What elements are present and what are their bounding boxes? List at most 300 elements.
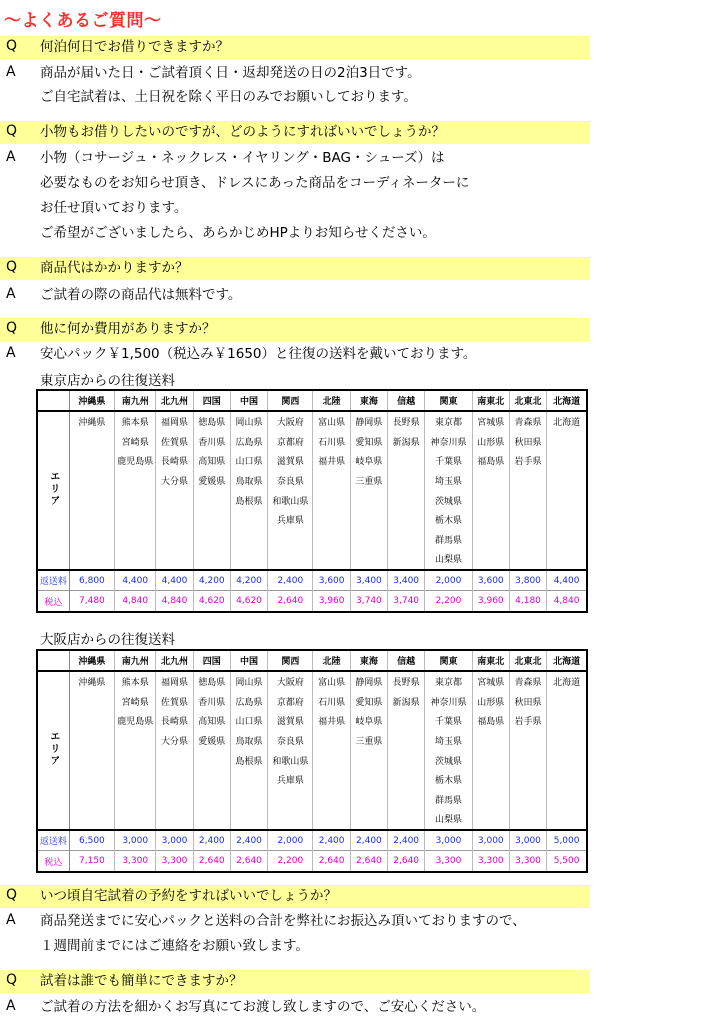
prefecture-cell: 広島県 [230,692,267,712]
fee-label: 返送料 [37,830,69,851]
tax-label: 税込 [37,851,69,872]
fee-cell: 2,400 [193,830,230,851]
prefecture-cell: 福島県 [472,451,509,471]
prefecture-cell [350,809,387,830]
area-row [37,809,587,830]
prefecture-cell: 奈良県 [268,731,313,751]
prefecture-cell [156,530,193,550]
prefecture-cell [509,750,546,770]
prefecture-cell: 宮城県 [472,671,509,692]
prefecture-cell [115,731,156,751]
prefecture-cell [509,770,546,790]
fee-cell: 2,000 [268,830,313,851]
q-mark: Q [6,887,18,903]
fee-cell: 3,000 [425,830,472,851]
tax-cell: 4,620 [193,591,230,612]
prefecture-cell: 沖縄県 [69,411,114,432]
prefecture-cell [509,809,546,830]
prefecture-cell: 三重県 [350,471,387,491]
prefecture-cell [69,451,114,471]
prefecture-cell [472,731,509,751]
prefecture-cell [156,809,193,830]
region-header: 北陸 [313,390,350,411]
prefecture-cell [313,731,350,751]
q-mark: Q [6,259,18,275]
prefecture-cell: 宮城県 [472,411,509,432]
prefecture-cell: 秋田県 [509,692,546,712]
prefecture-cell [115,770,156,790]
area-row [37,530,587,550]
tax-cell: 3,300 [156,851,193,872]
prefecture-cell [388,790,425,810]
prefecture-cell [472,750,509,770]
prefecture-cell: 徳島県 [193,411,230,432]
prefecture-cell: 石川県 [313,432,350,452]
answer-2-line-1: 小物（コサージュ・ネックレス・イヤリング・BAG・シューズ）は [40,150,445,166]
prefecture-cell [115,790,156,810]
prefecture-cell: 福井県 [313,451,350,471]
fee-label: 返送料 [37,570,69,591]
prefecture-cell [472,471,509,491]
region-header: 北九州 [156,650,193,671]
prefecture-cell: 和歌山県 [268,490,313,510]
fee-cell: 4,400 [115,570,156,591]
prefecture-cell: 鳥取県 [230,471,267,491]
prefecture-cell [547,549,587,570]
area-row [37,432,587,452]
prefecture-cell: 鹿児島県 [115,711,156,731]
prefecture-cell [313,770,350,790]
fee-cell: 4,200 [230,570,267,591]
prefecture-cell [193,770,230,790]
prefecture-cell: 愛知県 [350,432,387,452]
answer-6-line-1: ご試着の方法を細かくお写真にてお渡し致しますので、ご安心ください。 [40,999,486,1015]
fee-cell: 3,400 [388,570,425,591]
question-3: 商品代はかかりますか？ [40,260,189,276]
prefecture-cell [388,731,425,751]
prefecture-cell: 兵庫県 [268,510,313,530]
prefecture-cell: 長野県 [388,671,425,692]
prefecture-cell [547,510,587,530]
region-header: 東海 [350,390,387,411]
osaka-table-title: 大阪店からの往復送料 [40,632,175,648]
prefecture-cell: 和歌山県 [268,750,313,770]
region-header: 信越 [388,390,425,411]
prefecture-cell: 岐阜県 [350,451,387,471]
a-mark: A [6,998,16,1014]
prefecture-cell [547,731,587,751]
prefecture-cell: 大阪府 [268,671,313,692]
prefecture-cell: 岐阜県 [350,711,387,731]
prefecture-cell [69,770,114,790]
prefecture-cell [193,549,230,570]
area-label: エリア [47,470,59,507]
prefecture-cell [472,770,509,790]
fee-cell: 2,400 [230,830,267,851]
corner-cell [37,390,69,411]
fee-cell: 6,800 [69,570,114,591]
prefecture-cell [388,451,425,471]
prefecture-cell: 大分県 [156,471,193,491]
tax-cell: 3,300 [115,851,156,872]
tax-cell: 2,640 [193,851,230,872]
prefecture-cell [69,530,114,550]
prefecture-cell [388,471,425,491]
prefecture-cell [547,770,587,790]
answer-2-line-3: お任せ頂いております。 [40,200,188,216]
tax-cell: 3,960 [313,591,350,612]
prefecture-cell: 佐賀県 [156,432,193,452]
header-row [37,650,587,671]
prefecture-cell: 滋賀県 [268,711,313,731]
prefecture-cell [472,490,509,510]
prefecture-cell: 埼玉県 [425,471,472,491]
question-6: 試着は誰でも簡単にできますか？ [40,973,243,989]
region-header: 関東 [425,650,472,671]
tax-cell: 3,960 [472,591,509,612]
prefecture-cell: 沖縄県 [69,671,114,692]
prefecture-cell [388,711,425,731]
prefecture-cell [547,432,587,452]
prefecture-cell: 兵庫県 [268,770,313,790]
fee-cell: 3,000 [115,830,156,851]
prefecture-cell [388,530,425,550]
a-mark: A [6,64,16,80]
prefecture-cell [268,549,313,570]
prefecture-cell: 鹿児島県 [115,451,156,471]
prefecture-cell: 群馬県 [425,530,472,550]
fee-cell: 3,600 [472,570,509,591]
prefecture-cell: 富山県 [313,411,350,432]
fee-cell: 5,000 [547,830,587,851]
area-row [37,490,587,510]
prefecture-cell [509,731,546,751]
prefecture-cell: 東京都 [425,411,472,432]
prefecture-cell [115,549,156,570]
tax-cell: 3,300 [425,851,472,872]
tax-row [37,851,587,872]
fee-cell: 2,400 [350,830,387,851]
prefecture-cell [313,750,350,770]
region-header: 中国 [230,390,267,411]
prefecture-cell [350,549,387,570]
area-row [37,549,587,570]
prefecture-cell: 広島県 [230,432,267,452]
prefecture-cell [350,790,387,810]
fee-cell: 6,500 [69,830,114,851]
prefecture-cell [313,471,350,491]
region-header: 信越 [388,650,425,671]
prefecture-cell: 奈良県 [268,471,313,491]
region-header: 関東 [425,390,472,411]
answer-2-line-2: 必要なものをお知らせ頂き、ドレスにあった商品をコーディネーターに [40,175,470,191]
prefecture-cell [193,750,230,770]
prefecture-cell [230,809,267,830]
prefecture-cell [115,750,156,770]
region-header: 中国 [230,650,267,671]
prefecture-cell [388,510,425,530]
prefecture-cell [69,432,114,452]
prefecture-cell [268,530,313,550]
fee-cell: 4,200 [193,570,230,591]
prefecture-cell: 佐賀県 [156,692,193,712]
prefecture-cell: 山口県 [230,711,267,731]
prefecture-cell [69,510,114,530]
prefecture-cell: 宮崎県 [115,432,156,452]
fee-cell: 3,800 [509,570,546,591]
answer-4-line-1: 安心パック￥1,500（税込み￥1650）と往復の送料を戴いております。 [40,346,477,362]
prefecture-cell: 福岡県 [156,411,193,432]
fee-cell: 4,400 [156,570,193,591]
prefecture-cell [156,770,193,790]
tax-cell: 4,840 [547,591,587,612]
prefecture-cell: 熊本県 [115,411,156,432]
a-mark: A [6,149,16,165]
fee-cell: 3,000 [156,830,193,851]
prefecture-cell [472,510,509,530]
region-header: 北東北 [509,650,546,671]
prefecture-cell [547,750,587,770]
tax-cell: 4,620 [230,591,267,612]
area-row [37,411,587,432]
prefecture-cell: 愛媛県 [193,471,230,491]
header-row [37,390,587,411]
fee-row [37,830,587,851]
prefecture-cell [472,549,509,570]
prefecture-cell [115,490,156,510]
prefecture-cell [69,790,114,810]
area-row [37,671,587,692]
prefecture-cell [268,809,313,830]
prefecture-cell: 新潟県 [388,692,425,712]
a-mark: A [6,345,16,361]
prefecture-cell [509,790,546,810]
prefecture-cell: 島根県 [230,490,267,510]
prefecture-cell [509,510,546,530]
prefecture-cell: 青森県 [509,671,546,692]
prefecture-cell [509,471,546,491]
tax-cell: 3,740 [350,591,387,612]
region-header: 沖縄県 [69,650,114,671]
prefecture-cell [509,530,546,550]
prefecture-cell [230,770,267,790]
region-header: 四国 [193,650,230,671]
tax-cell: 2,640 [313,851,350,872]
prefecture-cell [547,530,587,550]
page-title: ～よくあるご質問～ [4,11,162,31]
region-header: 北海道 [547,390,587,411]
prefecture-cell [156,750,193,770]
fee-cell: 2,400 [313,830,350,851]
prefecture-cell: 鳥取県 [230,731,267,751]
prefecture-cell [388,750,425,770]
prefecture-cell: 富山県 [313,671,350,692]
area-row [37,750,587,770]
area-row [37,510,587,530]
prefecture-cell [230,510,267,530]
prefecture-cell: 山梨県 [425,549,472,570]
prefecture-cell [230,549,267,570]
tax-cell: 4,840 [156,591,193,612]
prefecture-cell: 静岡県 [350,671,387,692]
prefecture-cell: 岩手県 [509,711,546,731]
prefecture-cell [69,731,114,751]
tax-cell: 2,640 [388,851,425,872]
prefecture-cell [69,711,114,731]
answer-1-line-2: ご自宅試着は、土日祝を除く平日のみでお願いしております。 [40,89,417,105]
fee-cell: 3,400 [350,570,387,591]
prefecture-cell [69,490,114,510]
region-header: 沖縄県 [69,390,114,411]
prefecture-cell [388,490,425,510]
area-label-cell [37,411,69,570]
prefecture-cell: 長崎県 [156,711,193,731]
area-row [37,731,587,751]
region-header: 東海 [350,650,387,671]
fee-cell: 2,000 [425,570,472,591]
prefecture-cell: 愛知県 [350,692,387,712]
tax-cell: 5,500 [547,851,587,872]
prefecture-cell: 群馬県 [425,790,472,810]
prefecture-cell: 青森県 [509,411,546,432]
prefecture-cell [350,530,387,550]
prefecture-cell [230,790,267,810]
prefecture-cell [115,510,156,530]
region-header: 南九州 [115,390,156,411]
area-label-cell [37,671,69,830]
prefecture-cell: 栃木県 [425,510,472,530]
prefecture-cell: 石川県 [313,692,350,712]
prefecture-cell: 山形県 [472,692,509,712]
corner-cell [37,650,69,671]
prefecture-cell: 滋賀県 [268,451,313,471]
prefecture-cell: 埼玉県 [425,731,472,751]
area-label: エリア [47,730,59,767]
prefecture-cell [115,809,156,830]
prefecture-cell [350,750,387,770]
prefecture-cell [156,510,193,530]
prefecture-cell [193,790,230,810]
tax-cell: 7,150 [69,851,114,872]
prefecture-cell [547,451,587,471]
question-4: 他に何か費用がありますか？ [40,321,216,337]
fee-cell: 3,600 [313,570,350,591]
tokyo-table-title: 東京店からの往復送料 [40,373,175,389]
region-header: 南九州 [115,650,156,671]
prefecture-cell: 新潟県 [388,432,425,452]
q-mark: Q [6,972,18,988]
prefecture-cell [350,510,387,530]
area-row [37,790,587,810]
prefecture-cell [313,490,350,510]
prefecture-cell: 茨城県 [425,750,472,770]
tax-cell: 3,740 [388,591,425,612]
prefecture-cell: 長崎県 [156,451,193,471]
tax-cell: 3,300 [509,851,546,872]
prefecture-cell: 福島県 [472,711,509,731]
area-row [37,471,587,491]
prefecture-cell [547,711,587,731]
prefecture-cell [313,549,350,570]
prefecture-cell [193,809,230,830]
prefecture-cell: 福岡県 [156,671,193,692]
question-2: 小物もお借りしたいのですが、どのようにすればいいでしょうか？ [40,124,445,140]
region-header: 関西 [268,650,313,671]
a-mark: A [6,286,16,302]
prefecture-cell [509,490,546,510]
prefecture-cell: 神奈川県 [425,432,472,452]
prefecture-cell [313,510,350,530]
prefecture-cell [313,790,350,810]
prefecture-cell: 千葉県 [425,711,472,731]
region-header: 北九州 [156,390,193,411]
prefecture-cell: 福井県 [313,711,350,731]
question-5: いつ頃自宅試着の予約をすればいいでしょうか？ [40,888,337,904]
tax-cell: 2,200 [425,591,472,612]
prefecture-cell [156,549,193,570]
prefecture-cell [193,530,230,550]
prefecture-cell [115,530,156,550]
fee-cell: 2,400 [268,570,313,591]
region-header: 南東北 [472,650,509,671]
prefecture-cell [388,770,425,790]
fee-cell: 3,000 [472,830,509,851]
prefecture-cell: 北海道 [547,411,587,432]
prefecture-cell [69,809,114,830]
tax-label: 税込 [37,591,69,612]
prefecture-cell: 熊本県 [115,671,156,692]
tax-cell: 4,840 [115,591,156,612]
prefecture-cell: 山口県 [230,451,267,471]
prefecture-cell: 三重県 [350,731,387,751]
region-header: 北陸 [313,650,350,671]
prefecture-cell [69,692,114,712]
prefecture-cell [350,490,387,510]
prefecture-cell: 茨城県 [425,490,472,510]
fee-row [37,570,587,591]
prefecture-cell: 大分県 [156,731,193,751]
area-row [37,711,587,731]
prefecture-cell: 栃木県 [425,770,472,790]
fee-cell: 3,000 [509,830,546,851]
region-header: 関西 [268,390,313,411]
prefecture-cell: 秋田県 [509,432,546,452]
area-row [37,692,587,712]
prefecture-cell [313,809,350,830]
prefecture-cell: 神奈川県 [425,692,472,712]
prefecture-cell [388,809,425,830]
prefecture-cell [509,549,546,570]
prefecture-cell [69,549,114,570]
prefecture-cell [193,490,230,510]
prefecture-cell: 京都府 [268,432,313,452]
prefecture-cell: 宮崎県 [115,692,156,712]
prefecture-cell: 愛媛県 [193,731,230,751]
answer-3-line-1: ご試着の際の商品代は無料です。 [40,287,242,303]
prefecture-cell: 徳島県 [193,671,230,692]
prefecture-cell: 岡山県 [230,671,267,692]
prefecture-cell [350,770,387,790]
tax-cell: 3,300 [472,851,509,872]
tax-cell: 2,200 [268,851,313,872]
tax-cell: 4,180 [509,591,546,612]
prefecture-cell [268,790,313,810]
tax-cell: 7,480 [69,591,114,612]
osaka-shipping-table [36,649,588,873]
prefecture-cell: 岡山県 [230,411,267,432]
tax-cell: 2,640 [230,851,267,872]
q-mark: Q [6,38,18,54]
